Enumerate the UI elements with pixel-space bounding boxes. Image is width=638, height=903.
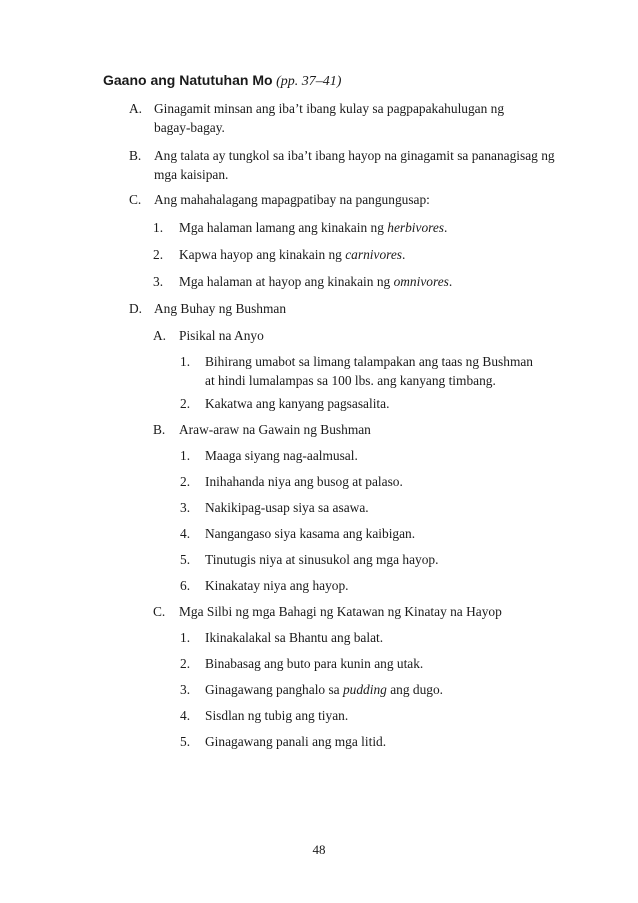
list-item-text: Kakatwa ang kanyang pagsasalita. bbox=[205, 396, 390, 411]
list-item-number: 2. bbox=[180, 396, 191, 411]
item-b-line2: mga kaisipan. bbox=[154, 167, 229, 182]
list-item-number: 2. bbox=[180, 656, 191, 671]
item-c-text: Ang mahahalagang mapagpatibay na pangungusap: bbox=[154, 192, 430, 207]
list-item-text: Sisdlan ng tubig ang tiyan. bbox=[205, 708, 349, 723]
heading-title: Gaano ang Natutuhan Mo bbox=[103, 72, 273, 88]
list-item-number: 1. bbox=[180, 448, 191, 463]
list-item-text: Mga halaman lamang ang kinakain ng herbivores. bbox=[179, 220, 448, 235]
page-number: 48 bbox=[312, 842, 326, 857]
list-item-text: Maaga siyang nag-aalmusal. bbox=[205, 448, 358, 463]
list-item-text: Mga halaman at hayop ang kinakain ng omnivores. bbox=[179, 274, 453, 289]
list-item-number: 3. bbox=[180, 682, 191, 697]
list-item-number: 4. bbox=[180, 526, 191, 541]
item-b-text bbox=[154, 146, 555, 184]
subsection-title: Pisikal na Anyo bbox=[179, 328, 264, 343]
list-item-text: Kapwa hayop ang kinakain ng carnivores. bbox=[179, 247, 406, 262]
subsection-label: C. bbox=[153, 604, 166, 619]
item-a-label: A. bbox=[129, 101, 143, 116]
list-item-number: 1. bbox=[180, 354, 191, 369]
subsection-label: A. bbox=[153, 328, 167, 343]
item-d-label: D. bbox=[129, 301, 143, 316]
section-heading bbox=[103, 72, 341, 90]
item-b-label: B. bbox=[129, 148, 142, 163]
list-item-text: Binabasag ang buto para kunin ang utak. bbox=[205, 656, 424, 671]
subsection-label: B. bbox=[153, 422, 166, 437]
subsection-title: Mga Silbi ng mga Bahagi ng Katawan ng Kinatay na Hayop bbox=[179, 604, 502, 619]
item-c-label: C. bbox=[129, 192, 142, 207]
list-item-number: 5. bbox=[180, 734, 191, 749]
list-item-number: 1. bbox=[153, 220, 164, 235]
list-item-number: 3. bbox=[153, 274, 164, 289]
list-item-number: 2. bbox=[180, 474, 191, 489]
list-item-text: Kinakatay niya ang hayop. bbox=[205, 578, 349, 593]
heading-pages: (pp. 37–41) bbox=[276, 74, 342, 89]
item-b-line1: Ang talata ay tungkol sa iba’t ibang hayop na ginagamit sa pananagisag ng bbox=[154, 148, 555, 163]
list-item-text: Nakikipag-usap siya sa asawa. bbox=[205, 500, 369, 515]
list-item-text: Ikinakalakal sa Bhantu ang balat. bbox=[205, 630, 384, 645]
item-d-text: Ang Buhay ng Bushman bbox=[154, 301, 287, 316]
item-a-text bbox=[154, 99, 504, 137]
list-item-number: 5. bbox=[180, 552, 191, 567]
list-item-text: Inihahanda niya ang busog at palaso. bbox=[205, 474, 403, 489]
list-item-text: Nangangaso siya kasama ang kaibigan. bbox=[205, 526, 416, 541]
list-item-text: Ginagawang panali ang mga litid. bbox=[205, 734, 387, 749]
list-item-number: 3. bbox=[180, 500, 191, 515]
list-item-number: 2. bbox=[153, 247, 164, 262]
item-a-line2: bagay-bagay. bbox=[154, 120, 225, 135]
item-a-line1: Ginagamit minsan ang iba’t ibang kulay sa pagpapakahulugan ng bbox=[154, 101, 505, 116]
list-item-text: Bihirang umabot sa limang talampakan ang taas ng Bushman at hindi lumalampas sa 100 lbs. ang kanyang timbang. bbox=[205, 354, 533, 388]
list-item-number: 4. bbox=[180, 708, 191, 723]
list-item-text: Ginagawang panghalo sa pudding ang dugo. bbox=[205, 682, 444, 697]
list-item-number: 6. bbox=[180, 578, 191, 593]
list-item-text: Tinutugis niya at sinusukol ang mga hayop. bbox=[205, 552, 439, 567]
subsection-title: Araw-araw na Gawain ng Bushman bbox=[179, 422, 371, 437]
list-item-number: 1. bbox=[180, 630, 191, 645]
